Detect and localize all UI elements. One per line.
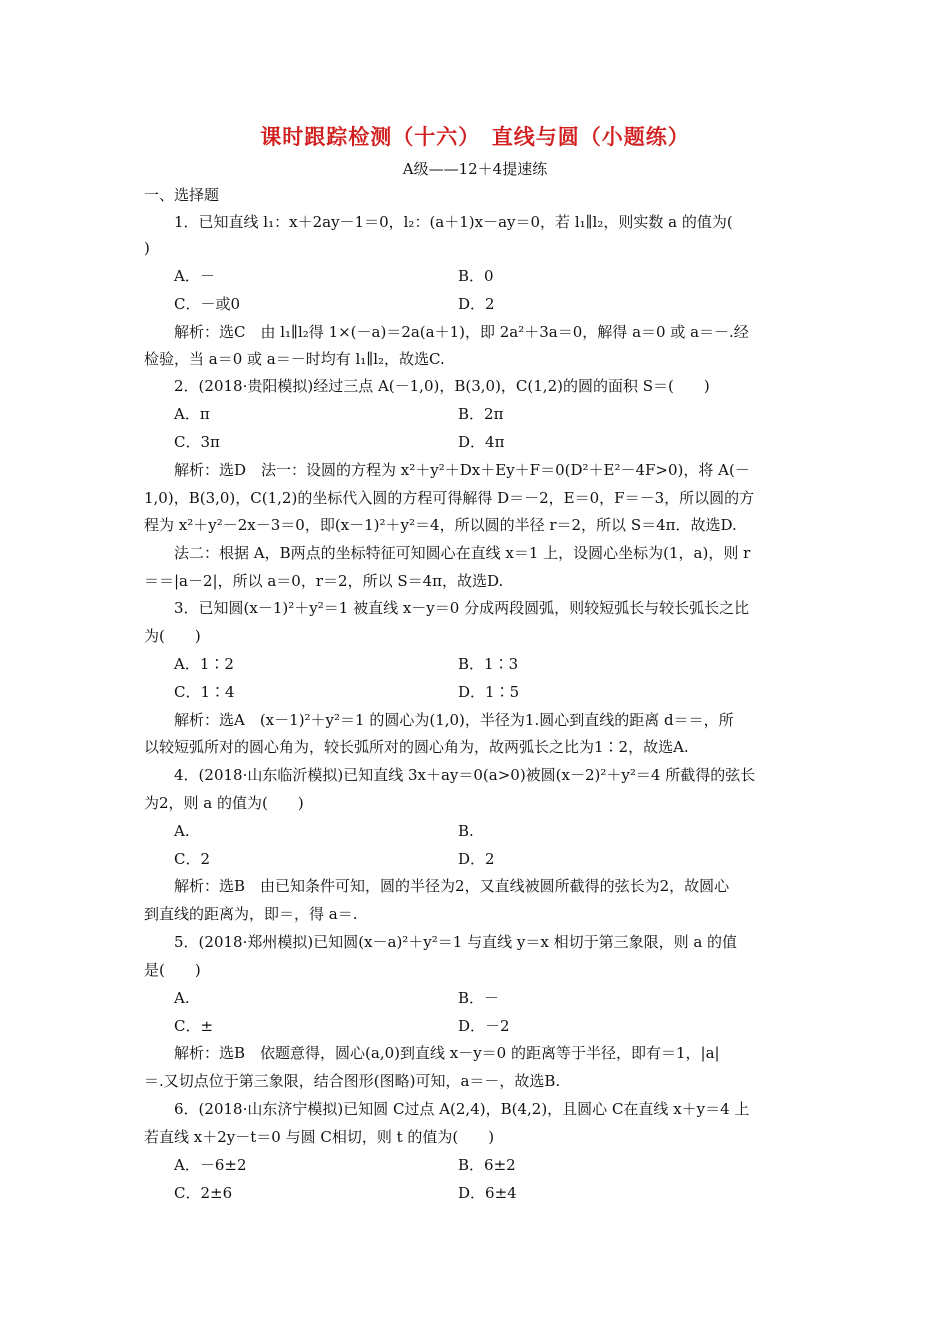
q2-solution-method2: 法二：根据 A，B两点的坐标特征可知圆心在直线 x＝1 上，设圆心坐标为(1，a)，则 r xyxy=(174,544,751,562)
q2-option-a: A．π xyxy=(174,405,210,423)
q1-stem-cont: ) xyxy=(144,239,150,257)
q3-stem: 3．已知圆(x－1)²＋y²＝1 被直线 x－y＝0 分成两段圆弧，则较短弧长与较长弧长之比 xyxy=(174,599,750,617)
q5-option-d: D．－2 xyxy=(458,1017,510,1035)
q2-solution: 解析：选D 法一：设圆的方程为 x²＋y²＋Dx＋Ey＋F＝0(D²＋E²－4F>0)，将 A(－ xyxy=(174,461,750,479)
q5-stem: 5．(2018·郑州模拟)已知圆(x－a)²＋y²＝1 与直线 y＝x 相切于第三象限，则 a 的值 xyxy=(174,933,738,951)
q3-option-a: A．1∶2 xyxy=(174,655,234,673)
q6-option-c: C．2±6 xyxy=(174,1184,233,1202)
q3-solution-cont: 以较短弧所对的圆心角为，较长弧所对的圆心角为，故两弧长之比为1∶2，故选A. xyxy=(144,738,689,756)
q3-option-b: B．1∶3 xyxy=(458,655,519,673)
q5-stem-cont: 是( ) xyxy=(144,961,201,979)
q4-stem-cont: 为2，则 a 的值为( ) xyxy=(144,794,304,812)
q1-solution-cont: 检验，当 a＝0 或 a＝－时均有 l₁∥l₂，故选C. xyxy=(144,350,445,368)
q1-stem: 1．已知直线 l₁：x＋2ay－1＝0，l₂：(a＋1)x－ay＝0，若 l₁∥l₂，则实数 a 的值为( xyxy=(174,213,733,231)
q4-stem: 4．(2018·山东临沂模拟)已知直线 3x＋ay＝0(a>0)被圆(x－2)²＋y²＝4 所截得的弦长 xyxy=(174,766,756,784)
q5-option-a: A. xyxy=(174,989,190,1007)
q3-stem-cont: 为( ) xyxy=(144,627,201,645)
q2-option-d: D．4π xyxy=(458,433,505,451)
q4-option-c: C．2 xyxy=(174,850,211,868)
q4-option-a: A. xyxy=(174,822,190,840)
q6-stem: 6．(2018·山东济宁模拟)已知圆 C过点 A(2,4)，B(4,2)，且圆心 C在直线 x＋y＝4 上 xyxy=(174,1100,750,1118)
page-title: 课时跟踪检测（十六） 直线与圆（小题练） xyxy=(260,125,690,149)
q1-option-c: C．－或0 xyxy=(174,295,241,313)
q5-solution-cont: ＝.又切点位于第三象限，结合图形(图略)可知，a＝－，故选B. xyxy=(144,1072,561,1090)
q2-option-c: C．3π xyxy=(174,433,220,451)
q1-option-b: B．0 xyxy=(458,267,494,285)
q2-solution-cont-2: 程为 x²＋y²－2x－3＝0，即(x－1)²＋y²＝4，所以圆的半径 r＝2，所以 S＝4π．故选D. xyxy=(144,516,737,534)
q6-option-b: B．6±2 xyxy=(458,1156,516,1174)
q2-solution-method2-cont: ＝＝|a－2|，所以 a＝0，r＝2，所以 S＝4π，故选D. xyxy=(144,572,504,590)
q5-option-c: C．± xyxy=(174,1017,214,1035)
q4-solution-cont: 到直线的距离为，即＝，得 a＝. xyxy=(144,905,358,923)
q3-option-d: D．1∶5 xyxy=(458,683,520,701)
q6-stem-cont: 若直线 x＋2y－t＝0 与圆 C相切，则 t 的值为( ) xyxy=(144,1128,495,1146)
q4-solution: 解析：选B 由已知条件可知，圆的半径为2，又直线被圆所截得的弦长为2，故圆心 xyxy=(174,877,730,895)
level-subtitle: A级——12＋4提速练 xyxy=(402,160,548,178)
q1-solution: 解析：选C 由 l₁∥l₂得 1×(－a)＝2a(a＋1)，即 2a²＋3a＝0，解得 a＝0 或 a＝－.经 xyxy=(174,323,749,341)
q4-option-b: B. xyxy=(458,822,474,840)
q5-option-b: B．－ xyxy=(458,989,500,1007)
q6-option-d: D．6±4 xyxy=(458,1184,517,1202)
section-heading: 一、选择题 xyxy=(144,186,220,204)
q4-option-d: D．2 xyxy=(458,850,495,868)
q1-option-a: A．－ xyxy=(174,267,215,285)
q2-solution-cont-1: 1,0)，B(3,0)，C(1,2)的坐标代入圆的方程可得解得 D＝－2，E＝0，F＝－3，所以圆的方 xyxy=(144,489,755,507)
q3-solution: 解析：选A (x－1)²＋y²＝1 的圆心为(1,0)，半径为1.圆心到直线的距离 d＝＝，所 xyxy=(174,711,734,729)
q5-solution: 解析：选B 依题意得，圆心(a,0)到直线 x－y＝0 的距离等于半径，即有＝1，|a| xyxy=(174,1044,720,1062)
q6-option-a: A．－6±2 xyxy=(174,1156,247,1174)
q3-option-c: C．1∶4 xyxy=(174,683,235,701)
q2-option-b: B．2π xyxy=(458,405,504,423)
q1-option-d: D．2 xyxy=(458,295,495,313)
q2-stem: 2．(2018·贵阳模拟)经过三点 A(－1,0)，B(3,0)，C(1,2)的圆的面积 S＝( ) xyxy=(174,377,710,395)
